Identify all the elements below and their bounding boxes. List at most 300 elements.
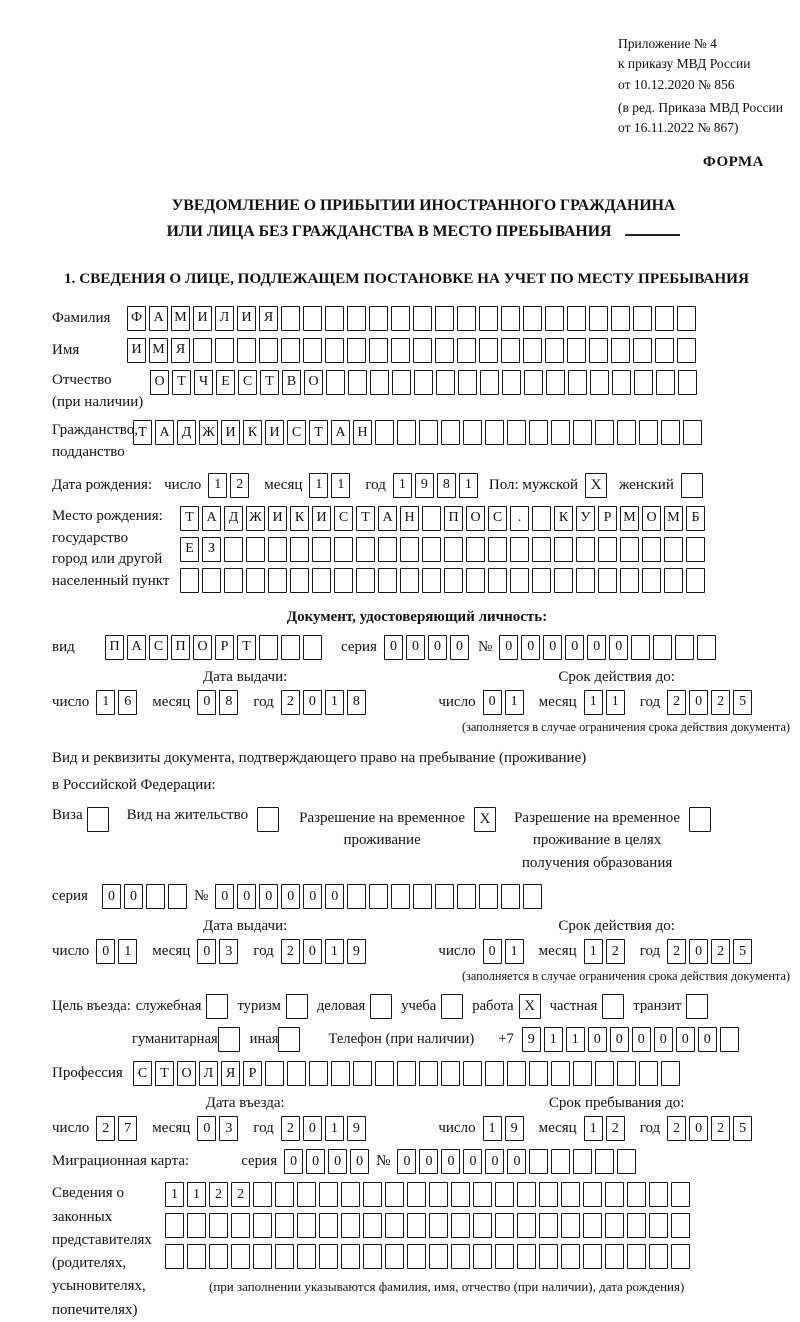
char-cell[interactable]: Я — [259, 306, 278, 331]
char-cell[interactable] — [303, 635, 322, 660]
char-cell[interactable] — [441, 420, 460, 445]
char-cell[interactable]: Р — [598, 506, 617, 531]
char-cell[interactable]: 1 — [584, 690, 603, 715]
char-cell[interactable]: 0 — [306, 1149, 325, 1174]
char-cell[interactable]: 2 — [711, 690, 730, 715]
char-cell[interactable] — [488, 537, 507, 562]
char-cell[interactable]: 6 — [118, 690, 137, 715]
char-cell[interactable] — [457, 338, 476, 363]
char-cell[interactable]: Т — [155, 1061, 174, 1086]
char-cell[interactable] — [334, 568, 353, 593]
char-cell[interactable] — [400, 537, 419, 562]
char-cell[interactable]: З — [202, 537, 221, 562]
char-cell[interactable]: О — [466, 506, 485, 531]
char-cell[interactable] — [187, 1213, 206, 1238]
char-cell[interactable] — [576, 568, 595, 593]
char-cell[interactable] — [675, 635, 694, 660]
char-cell[interactable] — [451, 1182, 470, 1207]
char-cell[interactable] — [391, 338, 410, 363]
char-cell[interactable] — [422, 506, 441, 531]
char-cell[interactable] — [413, 338, 432, 363]
char-cell[interactable]: 1 — [325, 1116, 344, 1141]
char-cell[interactable]: 0 — [676, 1027, 695, 1052]
char-cell[interactable] — [268, 537, 287, 562]
char-cell[interactable] — [554, 537, 573, 562]
char-cell[interactable]: 0 — [565, 635, 584, 660]
char-cell[interactable] — [369, 306, 388, 331]
char-cell[interactable]: Т — [309, 420, 328, 445]
char-cell[interactable] — [319, 1182, 338, 1207]
char-cell[interactable]: О — [304, 370, 323, 395]
char-cell[interactable] — [435, 884, 454, 909]
char-cell[interactable]: 0 — [303, 690, 322, 715]
char-cell[interactable] — [642, 568, 661, 593]
char-cell[interactable]: О — [150, 370, 169, 395]
char-cell[interactable]: 2 — [667, 690, 686, 715]
char-cell[interactable]: С — [238, 370, 257, 395]
char-cell[interactable]: 2 — [281, 1116, 300, 1141]
char-cell[interactable] — [697, 635, 716, 660]
char-cell[interactable]: 2 — [667, 1116, 686, 1141]
char-cell[interactable] — [523, 338, 542, 363]
char-cell[interactable]: 0 — [96, 939, 115, 964]
char-cell[interactable] — [656, 370, 675, 395]
char-cell[interactable]: И — [265, 420, 284, 445]
checkbox-purpose-tourism[interactable] — [286, 994, 308, 1019]
char-cell[interactable]: 0 — [543, 635, 562, 660]
char-cell[interactable] — [617, 420, 636, 445]
char-cell[interactable] — [589, 338, 608, 363]
char-cell[interactable]: 0 — [483, 690, 502, 715]
checkbox-purpose-study[interactable] — [441, 994, 463, 1019]
char-cell[interactable] — [397, 420, 416, 445]
char-cell[interactable] — [501, 306, 520, 331]
char-cell[interactable]: Л — [199, 1061, 218, 1086]
char-cell[interactable]: Е — [216, 370, 235, 395]
char-cell[interactable]: 0 — [124, 884, 143, 909]
char-cell[interactable] — [414, 370, 433, 395]
char-cell[interactable] — [545, 338, 564, 363]
char-cell[interactable] — [413, 884, 432, 909]
char-cell[interactable] — [319, 1244, 338, 1269]
char-cell[interactable] — [429, 1244, 448, 1269]
char-cell[interactable]: И — [237, 306, 256, 331]
char-cell[interactable] — [375, 1061, 394, 1086]
char-cell[interactable] — [419, 1061, 438, 1086]
char-cell[interactable]: Т — [172, 370, 191, 395]
checkbox-purpose-business[interactable] — [370, 994, 392, 1019]
char-cell[interactable] — [479, 338, 498, 363]
char-cell[interactable]: . — [510, 506, 529, 531]
checkbox-purpose-private[interactable] — [602, 994, 624, 1019]
char-cell[interactable] — [334, 537, 353, 562]
char-cell[interactable] — [253, 1244, 272, 1269]
char-cell[interactable] — [303, 338, 322, 363]
char-cell[interactable] — [325, 338, 344, 363]
char-cell[interactable] — [275, 1213, 294, 1238]
char-cell[interactable] — [224, 568, 243, 593]
char-cell[interactable]: Е — [180, 537, 199, 562]
char-cell[interactable] — [290, 568, 309, 593]
char-cell[interactable] — [356, 537, 375, 562]
char-cell[interactable]: 0 — [303, 1116, 322, 1141]
char-cell[interactable] — [661, 420, 680, 445]
char-cell[interactable]: 1 — [393, 473, 412, 498]
char-cell[interactable]: 1 — [208, 473, 227, 498]
char-cell[interactable] — [422, 568, 441, 593]
char-cell[interactable]: Ф — [127, 306, 146, 331]
char-cell[interactable]: И — [221, 420, 240, 445]
char-cell[interactable]: 2 — [711, 1116, 730, 1141]
char-cell[interactable]: 0 — [237, 884, 256, 909]
char-cell[interactable]: С — [334, 506, 353, 531]
char-cell[interactable]: 0 — [328, 1149, 347, 1174]
char-cell[interactable] — [507, 1061, 526, 1086]
char-cell[interactable] — [451, 1213, 470, 1238]
char-cell[interactable]: Д — [177, 420, 196, 445]
char-cell[interactable] — [385, 1213, 404, 1238]
char-cell[interactable] — [297, 1213, 316, 1238]
char-cell[interactable] — [146, 884, 165, 909]
char-cell[interactable] — [209, 1213, 228, 1238]
char-cell[interactable]: Я — [221, 1061, 240, 1086]
checkbox-purpose-official[interactable] — [206, 994, 228, 1019]
char-cell[interactable]: 0 — [419, 1149, 438, 1174]
char-cell[interactable] — [485, 420, 504, 445]
char-cell[interactable]: 0 — [215, 884, 234, 909]
char-cell[interactable] — [617, 1149, 636, 1174]
char-cell[interactable] — [429, 1213, 448, 1238]
char-cell[interactable] — [312, 537, 331, 562]
checkbox-residence-permit[interactable] — [257, 807, 279, 832]
char-cell[interactable] — [180, 568, 199, 593]
char-cell[interactable]: 0 — [632, 1027, 651, 1052]
char-cell[interactable]: В — [282, 370, 301, 395]
char-cell[interactable] — [341, 1213, 360, 1238]
char-cell[interactable] — [231, 1244, 250, 1269]
char-cell[interactable] — [595, 1061, 614, 1086]
char-cell[interactable] — [391, 884, 410, 909]
char-cell[interactable] — [517, 1182, 536, 1207]
char-cell[interactable] — [649, 1213, 668, 1238]
char-cell[interactable]: 0 — [284, 1149, 303, 1174]
char-cell[interactable]: Т — [356, 506, 375, 531]
char-cell[interactable] — [605, 1213, 624, 1238]
char-cell[interactable] — [187, 1244, 206, 1269]
char-cell[interactable]: 1 — [165, 1182, 184, 1207]
char-cell[interactable] — [297, 1244, 316, 1269]
char-cell[interactable] — [265, 1061, 284, 1086]
char-cell[interactable] — [413, 306, 432, 331]
char-cell[interactable] — [259, 635, 278, 660]
char-cell[interactable] — [545, 306, 564, 331]
char-cell[interactable]: 0 — [428, 635, 447, 660]
char-cell[interactable]: О — [193, 635, 212, 660]
char-cell[interactable]: А — [202, 506, 221, 531]
char-cell[interactable] — [348, 370, 367, 395]
char-cell[interactable]: 2 — [281, 690, 300, 715]
char-cell[interactable] — [501, 338, 520, 363]
char-cell[interactable] — [539, 1213, 558, 1238]
char-cell[interactable]: 7 — [118, 1116, 137, 1141]
char-cell[interactable]: 0 — [609, 635, 628, 660]
char-cell[interactable]: 2 — [96, 1116, 115, 1141]
char-cell[interactable] — [485, 1061, 504, 1086]
char-cell[interactable] — [378, 537, 397, 562]
char-cell[interactable] — [507, 420, 526, 445]
char-cell[interactable]: 0 — [259, 884, 278, 909]
char-cell[interactable]: 3 — [219, 1116, 238, 1141]
char-cell[interactable] — [444, 568, 463, 593]
char-cell[interactable] — [347, 306, 366, 331]
char-cell[interactable] — [633, 338, 652, 363]
char-cell[interactable]: М — [620, 506, 639, 531]
char-cell[interactable] — [458, 370, 477, 395]
char-cell[interactable] — [642, 537, 661, 562]
char-cell[interactable]: 1 — [187, 1182, 206, 1207]
char-cell[interactable]: 0 — [450, 635, 469, 660]
char-cell[interactable]: П — [171, 635, 190, 660]
char-cell[interactable]: И — [127, 338, 146, 363]
char-cell[interactable] — [246, 568, 265, 593]
char-cell[interactable] — [356, 568, 375, 593]
char-cell[interactable] — [639, 420, 658, 445]
char-cell[interactable] — [353, 1061, 372, 1086]
char-cell[interactable] — [649, 1182, 668, 1207]
char-cell[interactable] — [551, 420, 570, 445]
char-cell[interactable]: 2 — [606, 1116, 625, 1141]
checkbox-rvp-education[interactable] — [689, 807, 711, 832]
char-cell[interactable] — [567, 306, 586, 331]
char-cell[interactable] — [495, 1244, 514, 1269]
char-cell[interactable] — [268, 568, 287, 593]
char-cell[interactable] — [633, 306, 652, 331]
char-cell[interactable]: 1 — [325, 690, 344, 715]
char-cell[interactable] — [532, 568, 551, 593]
char-cell[interactable] — [583, 1182, 602, 1207]
char-cell[interactable] — [612, 370, 631, 395]
char-cell[interactable] — [677, 306, 696, 331]
char-cell[interactable] — [671, 1213, 690, 1238]
char-cell[interactable] — [720, 1027, 739, 1052]
char-cell[interactable] — [627, 1244, 646, 1269]
char-cell[interactable] — [551, 1149, 570, 1174]
char-cell[interactable] — [281, 338, 300, 363]
char-cell[interactable] — [677, 338, 696, 363]
char-cell[interactable] — [370, 370, 389, 395]
char-cell[interactable]: 2 — [281, 939, 300, 964]
char-cell[interactable] — [451, 1244, 470, 1269]
char-cell[interactable] — [385, 1244, 404, 1269]
char-cell[interactable] — [436, 370, 455, 395]
char-cell[interactable] — [479, 884, 498, 909]
char-cell[interactable] — [407, 1182, 426, 1207]
char-cell[interactable]: 9 — [415, 473, 434, 498]
char-cell[interactable]: С — [149, 635, 168, 660]
char-cell[interactable] — [397, 1061, 416, 1086]
char-cell[interactable]: 1 — [331, 473, 350, 498]
char-cell[interactable] — [517, 1244, 536, 1269]
char-cell[interactable] — [385, 1182, 404, 1207]
char-cell[interactable] — [312, 568, 331, 593]
char-cell[interactable]: 8 — [219, 690, 238, 715]
char-cell[interactable]: Я — [171, 338, 190, 363]
char-cell[interactable] — [215, 338, 234, 363]
char-cell[interactable]: С — [133, 1061, 152, 1086]
char-cell[interactable] — [573, 420, 592, 445]
char-cell[interactable] — [435, 306, 454, 331]
char-cell[interactable] — [369, 884, 388, 909]
char-cell[interactable] — [605, 1182, 624, 1207]
char-cell[interactable] — [281, 306, 300, 331]
char-cell[interactable] — [620, 568, 639, 593]
char-cell[interactable] — [590, 370, 609, 395]
char-cell[interactable]: 2 — [606, 939, 625, 964]
char-cell[interactable]: 0 — [406, 635, 425, 660]
char-cell[interactable] — [561, 1213, 580, 1238]
char-cell[interactable] — [583, 1213, 602, 1238]
char-cell[interactable]: 1 — [584, 1116, 603, 1141]
char-cell[interactable]: М — [664, 506, 683, 531]
char-cell[interactable] — [168, 884, 187, 909]
char-cell[interactable]: 1 — [325, 939, 344, 964]
char-cell[interactable] — [529, 1061, 548, 1086]
char-cell[interactable] — [495, 1182, 514, 1207]
char-cell[interactable] — [202, 568, 221, 593]
char-cell[interactable] — [444, 537, 463, 562]
char-cell[interactable] — [595, 1149, 614, 1174]
char-cell[interactable]: 8 — [347, 690, 366, 715]
char-cell[interactable] — [165, 1213, 184, 1238]
char-cell[interactable]: 0 — [698, 1027, 717, 1052]
char-cell[interactable]: 0 — [441, 1149, 460, 1174]
char-cell[interactable]: 1 — [505, 690, 524, 715]
char-cell[interactable]: 2 — [667, 939, 686, 964]
char-cell[interactable] — [649, 1244, 668, 1269]
char-cell[interactable]: 0 — [197, 1116, 216, 1141]
char-cell[interactable] — [532, 506, 551, 531]
char-cell[interactable]: Н — [353, 420, 372, 445]
char-cell[interactable]: 1 — [566, 1027, 585, 1052]
char-cell[interactable]: 0 — [350, 1149, 369, 1174]
char-cell[interactable] — [583, 1244, 602, 1269]
char-cell[interactable]: 1 — [96, 690, 115, 715]
char-cell[interactable] — [631, 635, 650, 660]
char-cell[interactable] — [627, 1213, 646, 1238]
char-cell[interactable]: 0 — [507, 1149, 526, 1174]
char-cell[interactable] — [363, 1182, 382, 1207]
char-cell[interactable] — [620, 537, 639, 562]
char-cell[interactable] — [297, 1182, 316, 1207]
char-cell[interactable] — [523, 306, 542, 331]
char-cell[interactable] — [457, 306, 476, 331]
checkbox-gender-male[interactable]: X — [585, 473, 607, 498]
char-cell[interactable] — [331, 1061, 350, 1086]
char-cell[interactable] — [347, 338, 366, 363]
char-cell[interactable] — [473, 1244, 492, 1269]
char-cell[interactable]: П — [105, 635, 124, 660]
char-cell[interactable]: А — [331, 420, 350, 445]
char-cell[interactable] — [573, 1061, 592, 1086]
char-cell[interactable] — [473, 1213, 492, 1238]
char-cell[interactable] — [253, 1213, 272, 1238]
char-cell[interactable]: И — [268, 506, 287, 531]
char-cell[interactable]: 1 — [606, 690, 625, 715]
char-cell[interactable] — [319, 1213, 338, 1238]
checkbox-purpose-humanitarian[interactable] — [218, 1027, 240, 1052]
char-cell[interactable] — [576, 537, 595, 562]
char-cell[interactable]: 0 — [483, 939, 502, 964]
char-cell[interactable] — [568, 370, 587, 395]
char-cell[interactable] — [400, 568, 419, 593]
char-cell[interactable] — [561, 1182, 580, 1207]
char-cell[interactable]: Т — [237, 635, 256, 660]
char-cell[interactable] — [524, 370, 543, 395]
char-cell[interactable]: 0 — [325, 884, 344, 909]
char-cell[interactable]: Р — [243, 1061, 262, 1086]
char-cell[interactable] — [237, 338, 256, 363]
char-cell[interactable] — [422, 537, 441, 562]
char-cell[interactable]: М — [149, 338, 168, 363]
char-cell[interactable]: С — [287, 420, 306, 445]
char-cell[interactable]: 0 — [654, 1027, 673, 1052]
char-cell[interactable] — [363, 1244, 382, 1269]
char-cell[interactable] — [392, 370, 411, 395]
char-cell[interactable] — [231, 1213, 250, 1238]
char-cell[interactable]: 8 — [437, 473, 456, 498]
char-cell[interactable] — [375, 420, 394, 445]
char-cell[interactable] — [686, 568, 705, 593]
char-cell[interactable] — [253, 1182, 272, 1207]
char-cell[interactable] — [532, 537, 551, 562]
char-cell[interactable]: У — [576, 506, 595, 531]
char-cell[interactable]: К — [554, 506, 573, 531]
char-cell[interactable]: 1 — [544, 1027, 563, 1052]
char-cell[interactable]: И — [193, 306, 212, 331]
char-cell[interactable]: 1 — [459, 473, 478, 498]
char-cell[interactable] — [457, 884, 476, 909]
char-cell[interactable]: 2 — [230, 473, 249, 498]
char-cell[interactable] — [480, 370, 499, 395]
char-cell[interactable] — [275, 1244, 294, 1269]
char-cell[interactable] — [683, 420, 702, 445]
char-cell[interactable]: О — [177, 1061, 196, 1086]
char-cell[interactable] — [463, 420, 482, 445]
char-cell[interactable]: Ж — [199, 420, 218, 445]
char-cell[interactable]: 0 — [303, 939, 322, 964]
char-cell[interactable] — [529, 420, 548, 445]
char-cell[interactable] — [290, 537, 309, 562]
char-cell[interactable] — [479, 306, 498, 331]
char-cell[interactable]: 5 — [733, 939, 752, 964]
char-cell[interactable] — [605, 1244, 624, 1269]
char-cell[interactable]: К — [290, 506, 309, 531]
char-cell[interactable] — [529, 1149, 548, 1174]
char-cell[interactable] — [429, 1182, 448, 1207]
char-cell[interactable] — [634, 370, 653, 395]
char-cell[interactable]: 0 — [610, 1027, 629, 1052]
char-cell[interactable] — [463, 1061, 482, 1086]
char-cell[interactable] — [193, 338, 212, 363]
char-cell[interactable] — [259, 338, 278, 363]
char-cell[interactable]: И — [312, 506, 331, 531]
char-cell[interactable] — [617, 1061, 636, 1086]
char-cell[interactable] — [165, 1244, 184, 1269]
checkbox-gender-female[interactable] — [681, 473, 703, 498]
char-cell[interactable]: 0 — [485, 1149, 504, 1174]
char-cell[interactable]: М — [171, 306, 190, 331]
char-cell[interactable] — [655, 338, 674, 363]
